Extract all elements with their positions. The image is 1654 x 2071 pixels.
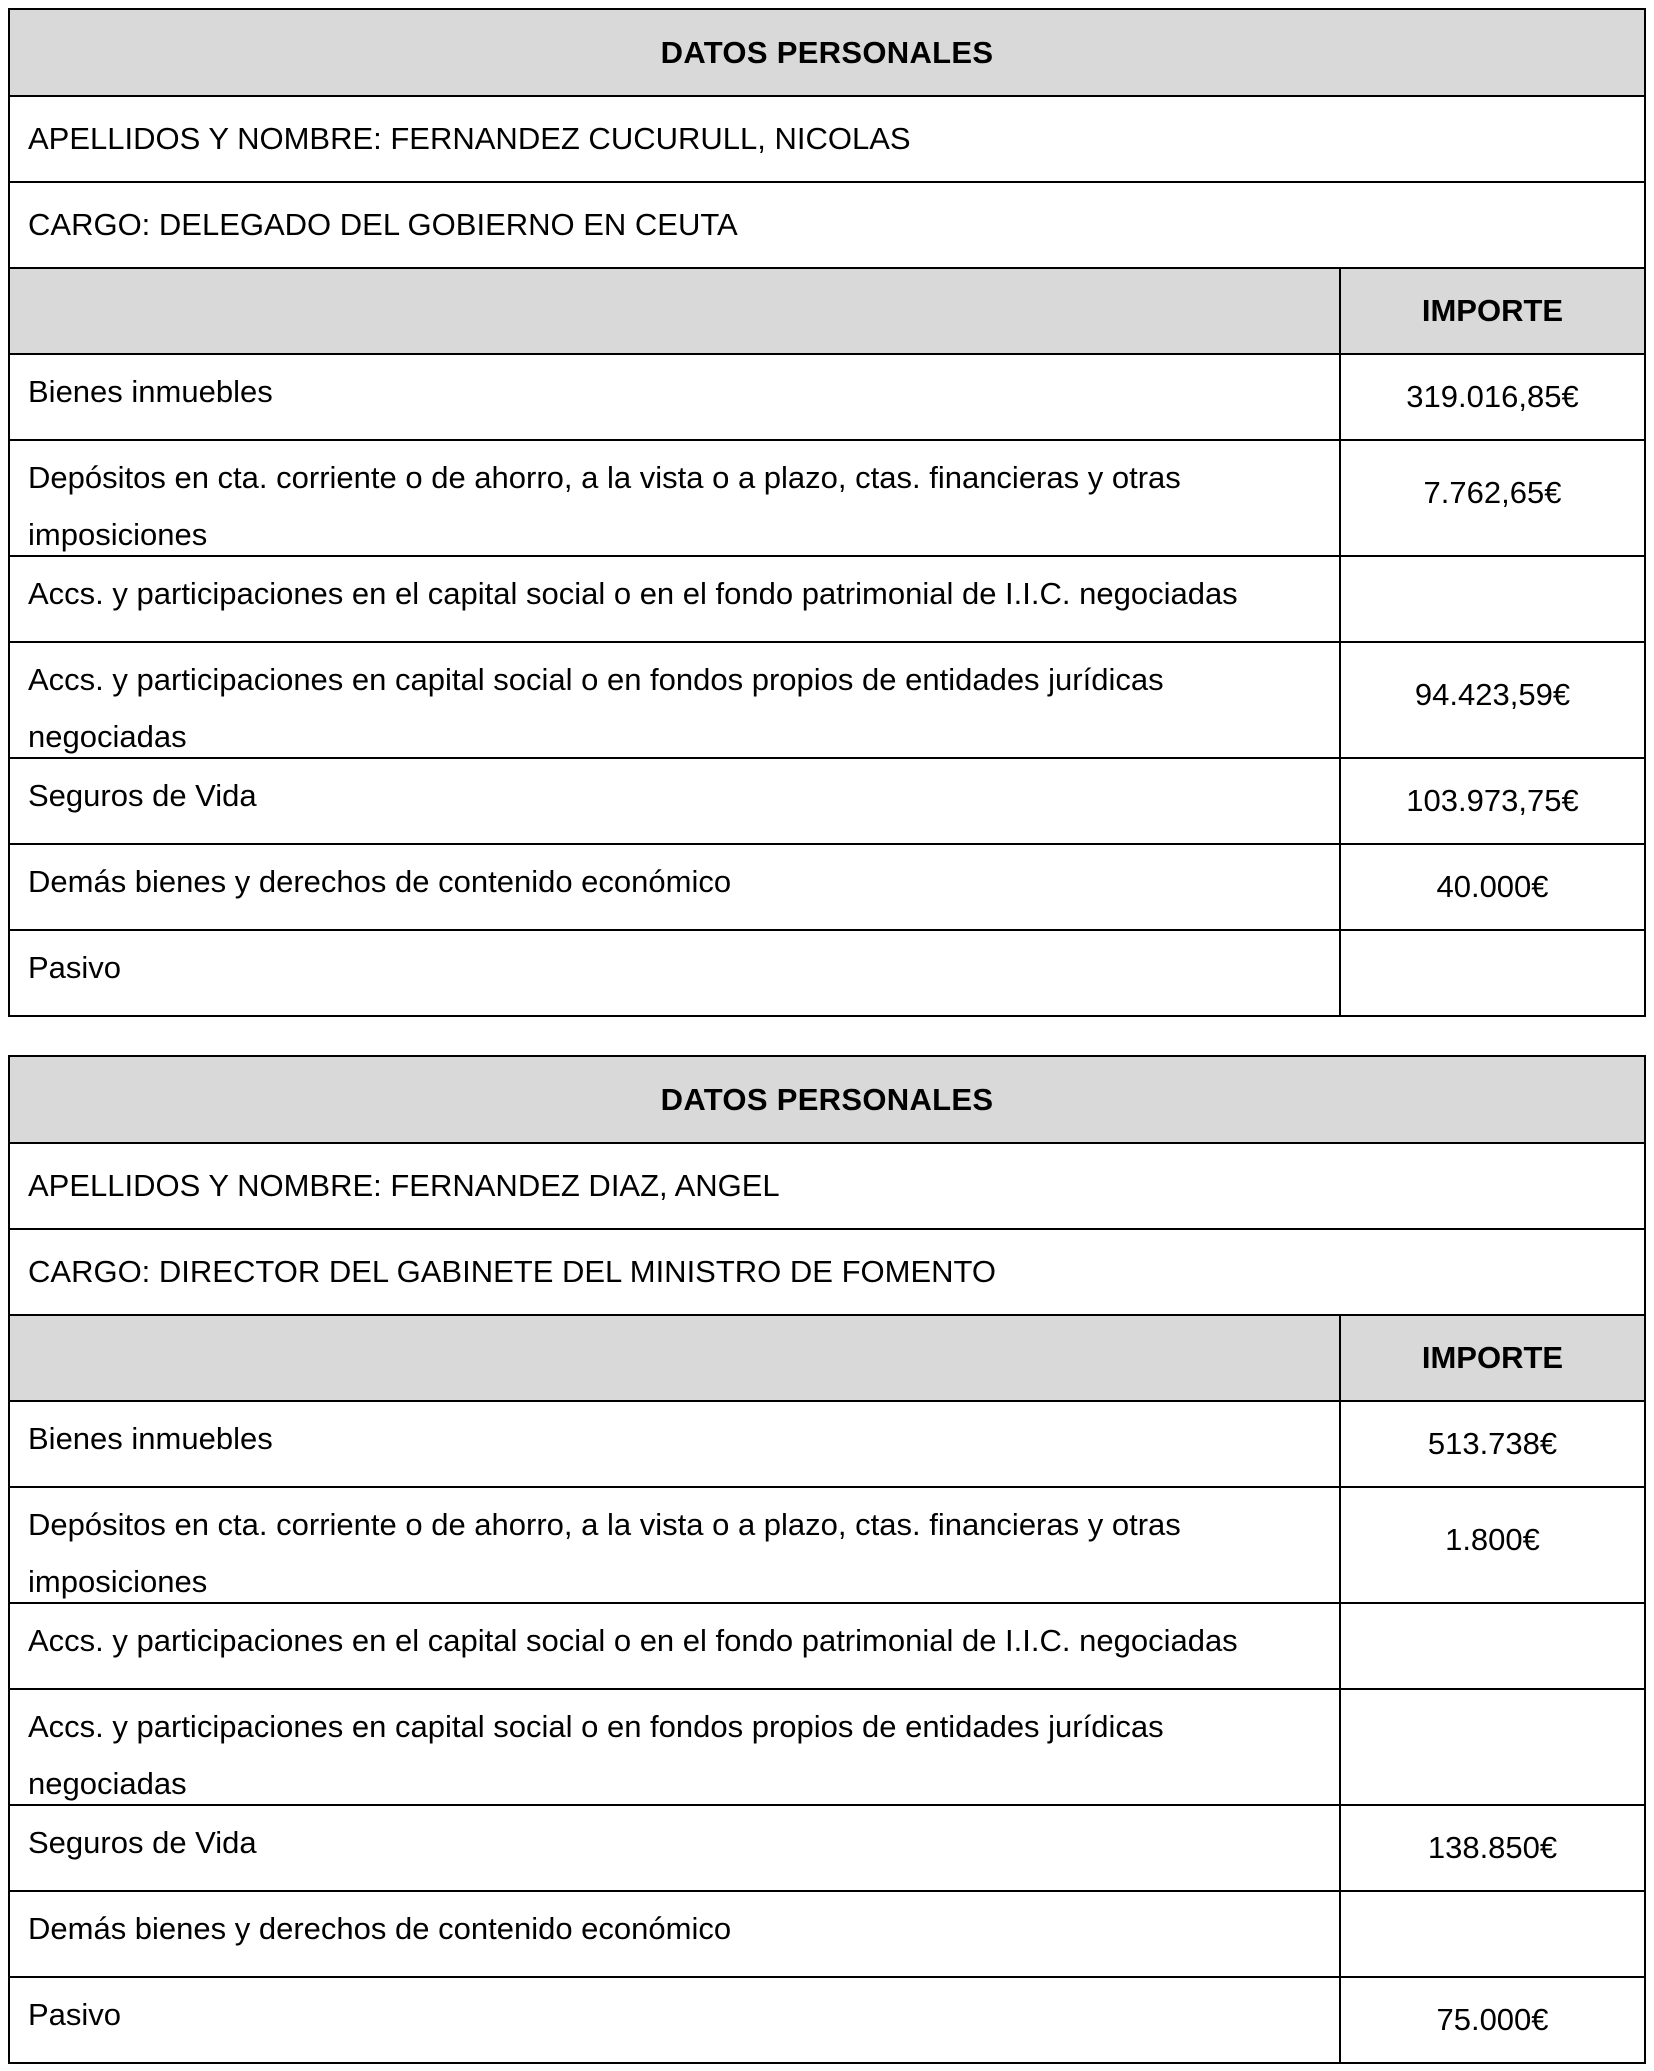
item-amount (1341, 931, 1644, 1015)
table-title: DATOS PERSONALES (10, 1057, 1644, 1142)
table-row (10, 353, 1644, 439)
amount-header: IMPORTE (1421, 1340, 1564, 1375)
item-label: Pasivo (10, 931, 1341, 1015)
item-label: Bienes inmuebles (10, 1402, 1341, 1486)
item-amount: 1.800€ (1445, 1522, 1540, 1557)
item-amount: 7.762,65€ (1423, 475, 1562, 510)
table-row (10, 641, 1644, 757)
table-title: DATOS PERSONALES (10, 10, 1644, 95)
item-label: Depósitos en cta. corriente o de ahorro, a la vista o a plazo, ctas. financieras y otras imposiciones (10, 1488, 1341, 1602)
item-amount (1341, 1604, 1644, 1688)
name-line: APELLIDOS Y NOMBRE: FERNANDEZ DIAZ, ANGEL (10, 1142, 1644, 1228)
table-row (10, 843, 1644, 929)
personal-data-table (8, 1055, 1646, 2064)
amount-header-row (10, 1314, 1644, 1400)
cargo-line: CARGO: DELEGADO DEL GOBIERNO EN CEUTA (10, 181, 1644, 267)
item-amount (1341, 1690, 1644, 1804)
amount-header-row (10, 267, 1644, 353)
item-label: Seguros de Vida (10, 759, 1341, 843)
item-label: Depósitos en cta. corriente o de ahorro, a la vista o a plazo, ctas. financieras y otras imposiciones (10, 441, 1341, 555)
item-amount: 40.000€ (1436, 869, 1549, 904)
item-amount: 75.000€ (1436, 2002, 1549, 2037)
item-label: Bienes inmuebles (10, 355, 1341, 439)
table-row (10, 1602, 1644, 1688)
item-label: Accs. y participaciones en el capital social o en el fondo patrimonial de I.I.C. negociadas (10, 1604, 1341, 1688)
item-label: Accs. y participaciones en capital social o en fondos propios de entidades jurídicas negociadas (10, 643, 1341, 757)
header-label-cell (10, 1316, 1341, 1400)
table-row (10, 1890, 1644, 1976)
item-amount: 138.850€ (1427, 1830, 1558, 1865)
item-amount (1341, 557, 1644, 641)
item-label: Pasivo (10, 1978, 1341, 2062)
header-label-cell (10, 269, 1341, 353)
cargo-line: CARGO: DIRECTOR DEL GABINETE DEL MINISTRO DE FOMENTO (10, 1228, 1644, 1314)
item-label: Demás bienes y derechos de contenido económico (10, 1892, 1341, 1976)
item-amount: 319.016,85€ (1406, 379, 1579, 414)
table-row (10, 1804, 1644, 1890)
table-row (10, 929, 1644, 1015)
name-line: APELLIDOS Y NOMBRE: FERNANDEZ CUCURULL, NICOLAS (10, 95, 1644, 181)
item-label: Seguros de Vida (10, 1806, 1341, 1890)
item-amount: 513.738€ (1427, 1426, 1558, 1461)
table-row (10, 1400, 1644, 1486)
table-row (10, 555, 1644, 641)
item-amount (1341, 1892, 1644, 1976)
table-row (10, 439, 1644, 555)
table-row (10, 1688, 1644, 1804)
table-row (10, 1976, 1644, 2062)
item-amount: 94.423,59€ (1414, 677, 1571, 712)
table-row (10, 1486, 1644, 1602)
item-label: Accs. y participaciones en el capital social o en el fondo patrimonial de I.I.C. negociadas (10, 557, 1341, 641)
table-row (10, 757, 1644, 843)
personal-data-table (8, 8, 1646, 1017)
item-label: Accs. y participaciones en capital social o en fondos propios de entidades jurídicas negociadas (10, 1690, 1341, 1804)
item-label: Demás bienes y derechos de contenido económico (10, 845, 1341, 929)
item-amount: 103.973,75€ (1406, 783, 1579, 818)
amount-header: IMPORTE (1421, 293, 1564, 328)
